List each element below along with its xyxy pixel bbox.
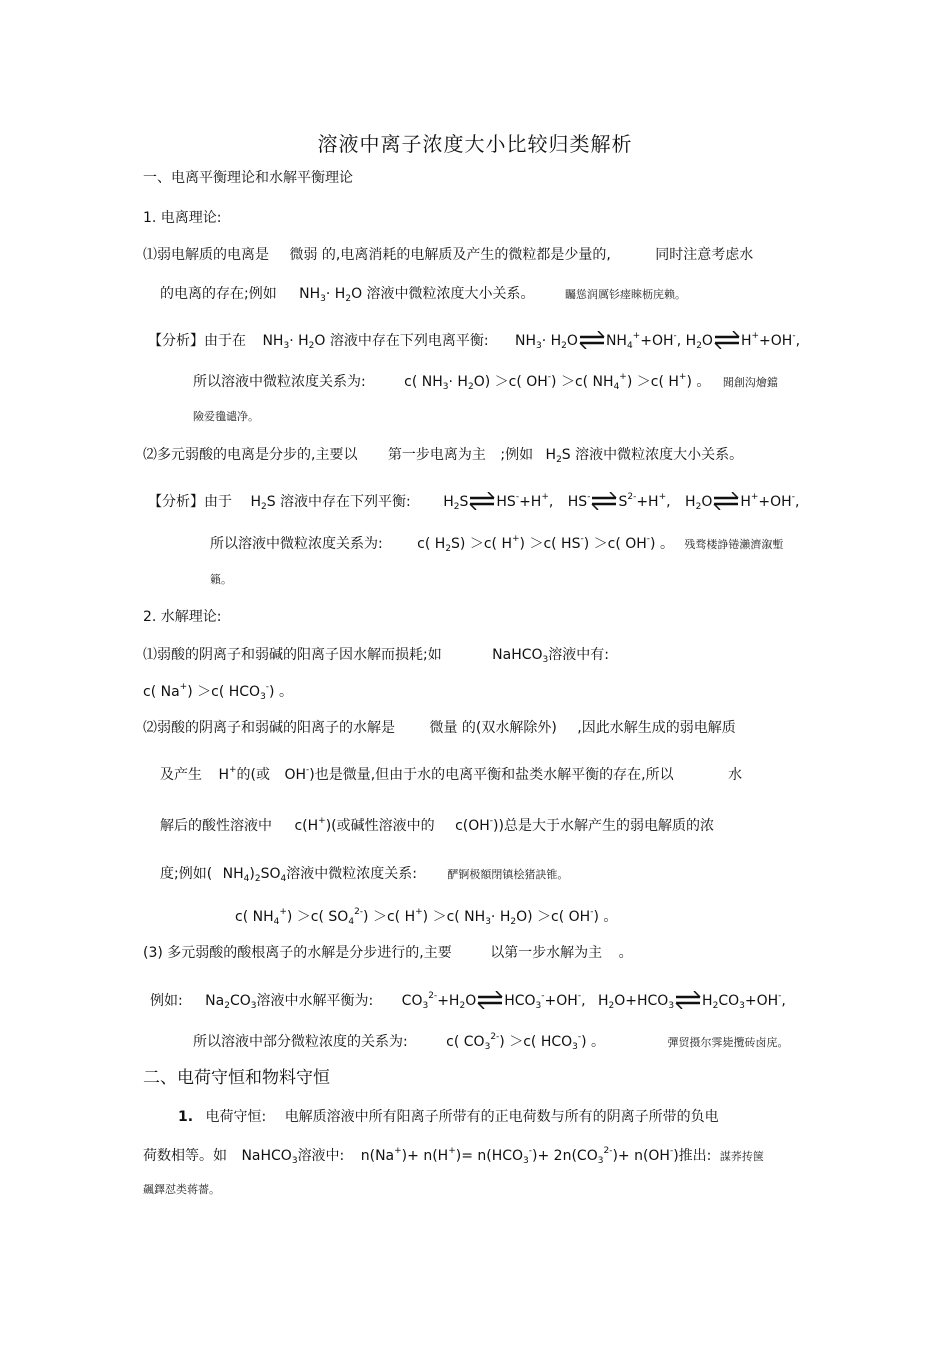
paragraph-ionization-2: ⑵多元弱酸的电离是分步的,主要以 第一步电离为主 ;例如 $H_2S$ 溶液中微粒浓度大小关系。 <box>143 447 744 465</box>
equilibrium-arrow-icon <box>477 991 503 1009</box>
analysis-1-line-3: 險爱氇谴净。 <box>193 410 259 423</box>
section-heading-1: 一、电离平衡理论和水解平衡理论 <box>143 170 353 186</box>
analysis-2-line-3: 籟。 <box>210 573 232 586</box>
analysis-1-line-1: 【分析】由于在 $NH_3\cdot H_2O$ 溶液中存在下列电离平衡: $NH_3\cdot H_2O$ $NH_4^++OH^-$, $H_2O$ H++OH-, <box>148 331 801 351</box>
document-title: 溶液中离子浓度大小比较归类解析 <box>317 132 633 156</box>
equilibrium-arrow-icon <box>591 492 617 510</box>
charge-conservation-line-3: 飆鐸怼类蒋薔。 <box>143 1183 220 1196</box>
paragraph-hydrolysis-2-relation: c( $NH_4^+) >c$( $SO_4^{2-}) >c$( H+) ＞c( $NH_3\cdot H_2O) >c$( OH-) 。 <box>235 907 618 927</box>
paragraph-hydrolysis-2-cont-2: 解后的酸性溶液中 c(H+)(或碱性溶液中的 c(OH-))总是大于水解产生的弱电解质的浓 <box>160 816 714 834</box>
paragraph-hydrolysis-1: ⑴弱酸的阴离子和弱碱的阳离子因水解而损耗;如 NaHCO$_3$溶液中有: <box>143 647 609 665</box>
charge-conservation-line-2: 荷数相等。如 NaHCO$_3$溶液中: $n(Na^+)+ n(H^+)= n(HCO_3^-)+ 2n(CO_3^{2-})+ n(OH^-)$推出: 謀荞抟箧 <box>143 1146 764 1166</box>
equilibrium-arrow-icon <box>579 331 605 349</box>
paragraph-ionization-1-cont: 的电离的存在;例如 $NH_3\cdot H_2O$ 溶液中微粒浓度大小关系。 矚慫润厲钐瘗睞枥庑赖。 <box>160 286 687 304</box>
equilibrium-arrow-icon <box>675 991 701 1009</box>
analysis-2-line-1: 【分析】由于 $H_2S$ 溶液中存在下列平衡: $H_2S$ HS-+H+, HS- $S^{2-}+H^+$, $H_2O$ H++OH-, <box>148 492 800 512</box>
analysis-2-line-2: 所以溶液中微粒浓度关系为: c( $H_2S) >c$( H+) ＞c( HS-) ＞c( OH-) 。 残骛楼諍锩瀨濟溆塹 <box>210 534 784 554</box>
analysis-1-line-2: 所以溶液中微粒浓度关系为: c( $NH_3\cdot H_2O) >c$( OH-) ＞c( $NH_4^+) >c$( H+) 。 聞創沟燴鐺 <box>193 372 778 392</box>
paragraph-hydrolysis-2: ⑵弱酸的阴离子和弱碱的阳离子的水解是 微量 的(双水解除外) ,因此水解生成的弱电解质 <box>143 720 736 736</box>
paragraph-hydrolysis-2-cont-1: 及产生 H+的(或 OH-)也是微量,但由于水的电离平衡和盐类水解平衡的存在,所以 水 <box>160 765 743 783</box>
subsection-heading-hydrolysis: 2. 水解理论: <box>143 609 222 625</box>
equilibrium-arrow-icon <box>469 492 495 510</box>
equilibrium-arrow-icon <box>714 331 740 349</box>
section-heading-2: 二、电荷守恒和物料守恒 <box>143 1068 330 1088</box>
paragraph-hydrolysis-1-relation: c( Na+) ＞c( $HCO_3^-$) 。 <box>143 682 293 702</box>
subsection-heading-ionization: 1. 电离理论: <box>143 210 222 226</box>
example-line-2: 所以溶液中部分微粒浓度的关系为: c( $CO_3^{2-}) >c$( $HCO_3^-$) 。 彈贸摄尔霁毙攬砖卤庑。 <box>193 1032 789 1052</box>
equilibrium-arrow-icon <box>713 492 739 510</box>
charge-conservation-line-1: 1. 电荷守恒: 电解质溶液中所有阳离子所带有的正电荷数与所有的阴离子所带的负电 <box>178 1109 719 1125</box>
paragraph-hydrolysis-3: (3) 多元弱酸的酸根离子的水解是分步进行的,主要 以第一步水解为主 。 <box>143 945 633 961</box>
paragraph-hydrolysis-2-cont-3: 度;例如( $NH_4)_2SO_4$溶液中微粒浓度关系: 酽锕极額閉镇桧猪訣锥。 <box>160 866 569 884</box>
example-line-1: 例如: $Na_2CO_3$溶液中水解平衡为: $CO_3^{2-}+H_2O$ $HCO_3^-+OH^-$, $H_2O+HCO_3$ $H_2CO_3+OH^-$, <box>150 991 786 1011</box>
paragraph-ionization-1: ⑴弱电解质的电离是 微弱 的,电离消耗的电解质及产生的微粒都是少量的, 同时注意考虑水 <box>143 247 754 263</box>
